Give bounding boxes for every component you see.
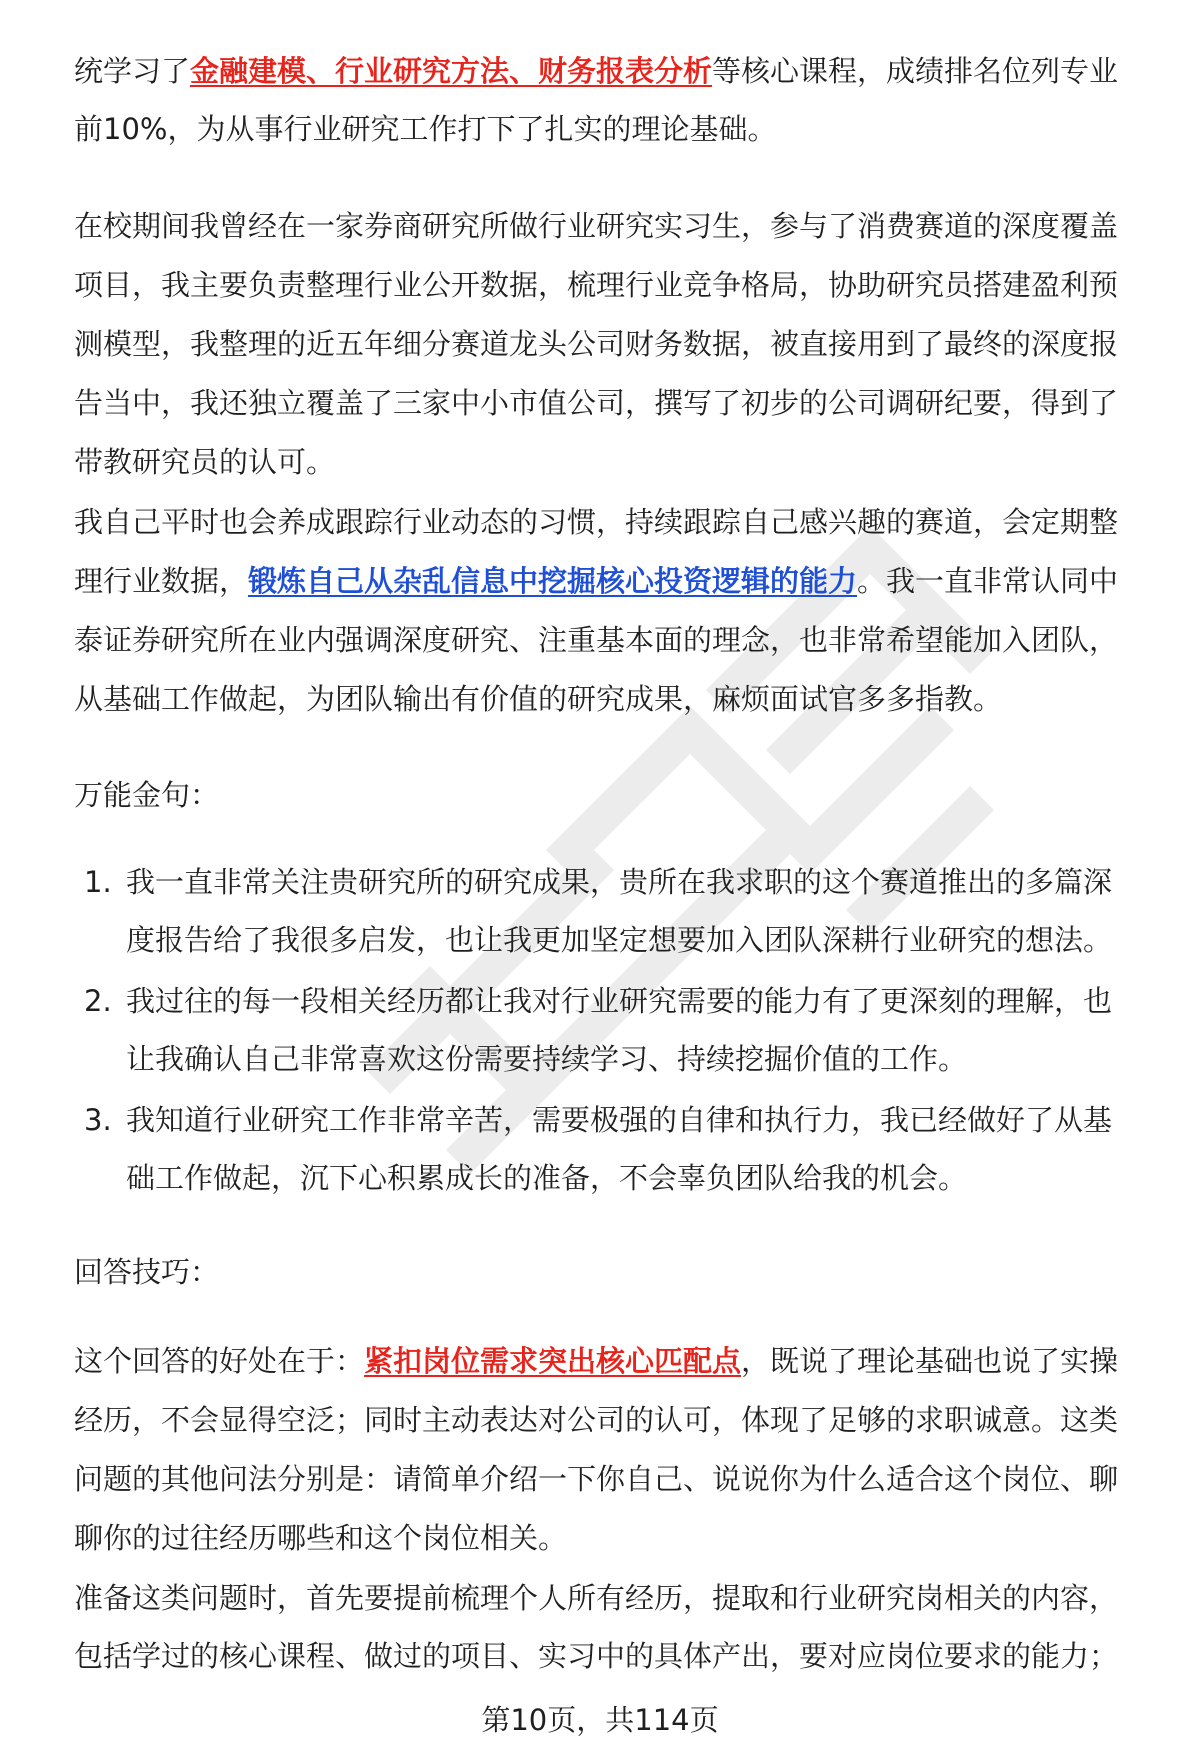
text-line: 前10%，为从事行业研究工作打下了扎实的理论基础。 [74, 112, 777, 146]
list-number: 1. [84, 865, 112, 899]
text-span: ，既说了理论基础也说了实操 [741, 1344, 1119, 1378]
text-line: 测模型，我整理的近五年细分赛道龙头公司财务数据，被直接用到了最终的深度报 [74, 327, 1119, 361]
text-line: 问题的其他问法分别是：请简单介绍一下你自己、说说你为什么适合这个岗位、聊 [74, 1462, 1119, 1496]
page-number: 第10页，共114页 [481, 1703, 719, 1737]
list-number: 2. [84, 984, 112, 1018]
text-line [74, 561, 1118, 601]
text-line: 准备这类问题时，首先要提前梳理个人所有经历，提取和行业研究岗相关的内容， [74, 1581, 1119, 1615]
list-item-text: 度报告给了我很多启发，也让我更加坚定想要加入团队深耕行业研究的想法。 [126, 923, 1113, 957]
section-heading-golden: 万能金句： [74, 778, 220, 812]
list-item-text: 础工作做起，沉下心积累成长的准备，不会辜负团队给我的机会。 [126, 1161, 968, 1195]
highlight-blue: 锻炼自己从杂乱信息中挖掘核心投资逻辑的能力 [248, 564, 858, 598]
list-item-text: 我知道行业研究工作非常辛苦，需要极强的自律和执行力，我已经做好了从基 [126, 1103, 1113, 1137]
text-span: 。我一直非常认同中 [857, 564, 1119, 598]
text-line [74, 51, 1118, 91]
text-line: 经历，不会显得空泛；同时主动表达对公司的认可，体现了足够的求职诚意。这类 [74, 1403, 1119, 1437]
text-line: 项目，我主要负责整理行业公开数据，梳理行业竞争格局，协助研究员搭建盈利预 [74, 268, 1119, 302]
text-line: 泰证券研究所在业内强调深度研究、注重基本面的理念，也非常希望能加入团队， [74, 623, 1119, 657]
list-item-text: 让我确认自己非常喜欢这份需要持续学习、持续挖掘价值的工作。 [126, 1042, 968, 1076]
text-span: 这个回答的好处在于： [74, 1344, 365, 1378]
highlight-red: 紧扣岗位需求突出核心匹配点 [364, 1344, 742, 1378]
text-line: 在校期间我曾经在一家券商研究所做行业研究实习生，参与了消费赛道的深度覆盖 [74, 209, 1119, 243]
text-line: 聊你的过往经历哪些和这个岗位相关。 [74, 1521, 568, 1555]
text-line: 告当中，我还独立覆盖了三家中小市值公司，撰写了初步的公司调研纪要，得到了 [74, 386, 1119, 420]
list-number: 3. [84, 1103, 112, 1137]
list-item-text: 我一直非常关注贵研究所的研究成果，贵所在我求职的这个赛道推出的多篇深 [126, 865, 1113, 899]
text-span: 等核心课程，成绩排名位列专业 [712, 54, 1119, 88]
text-line: 我自己平时也会养成跟踪行业动态的习惯，持续跟踪自己感兴趣的赛道，会定期整 [74, 505, 1119, 539]
section-heading-tips: 回答技巧： [74, 1255, 220, 1289]
text-line: 带教研究员的认可。 [74, 445, 336, 479]
list-item-text: 我过往的每一段相关经历都让我对行业研究需要的能力有了更深刻的理解，也 [126, 984, 1113, 1018]
text-span: 理行业数据， [74, 564, 249, 598]
text-line: 包括学过的核心课程、做过的项目、实习中的具体产出，要对应岗位要求的能力； [74, 1639, 1119, 1673]
highlight-red: 金融建模、行业研究方法、财务报表分析 [190, 54, 713, 88]
text-line: 从基础工作做起，为团队输出有价值的研究成果，麻烦面试官多多指教。 [74, 682, 1003, 716]
text-span: 统学习了 [74, 54, 191, 88]
text-line [74, 1341, 1118, 1381]
